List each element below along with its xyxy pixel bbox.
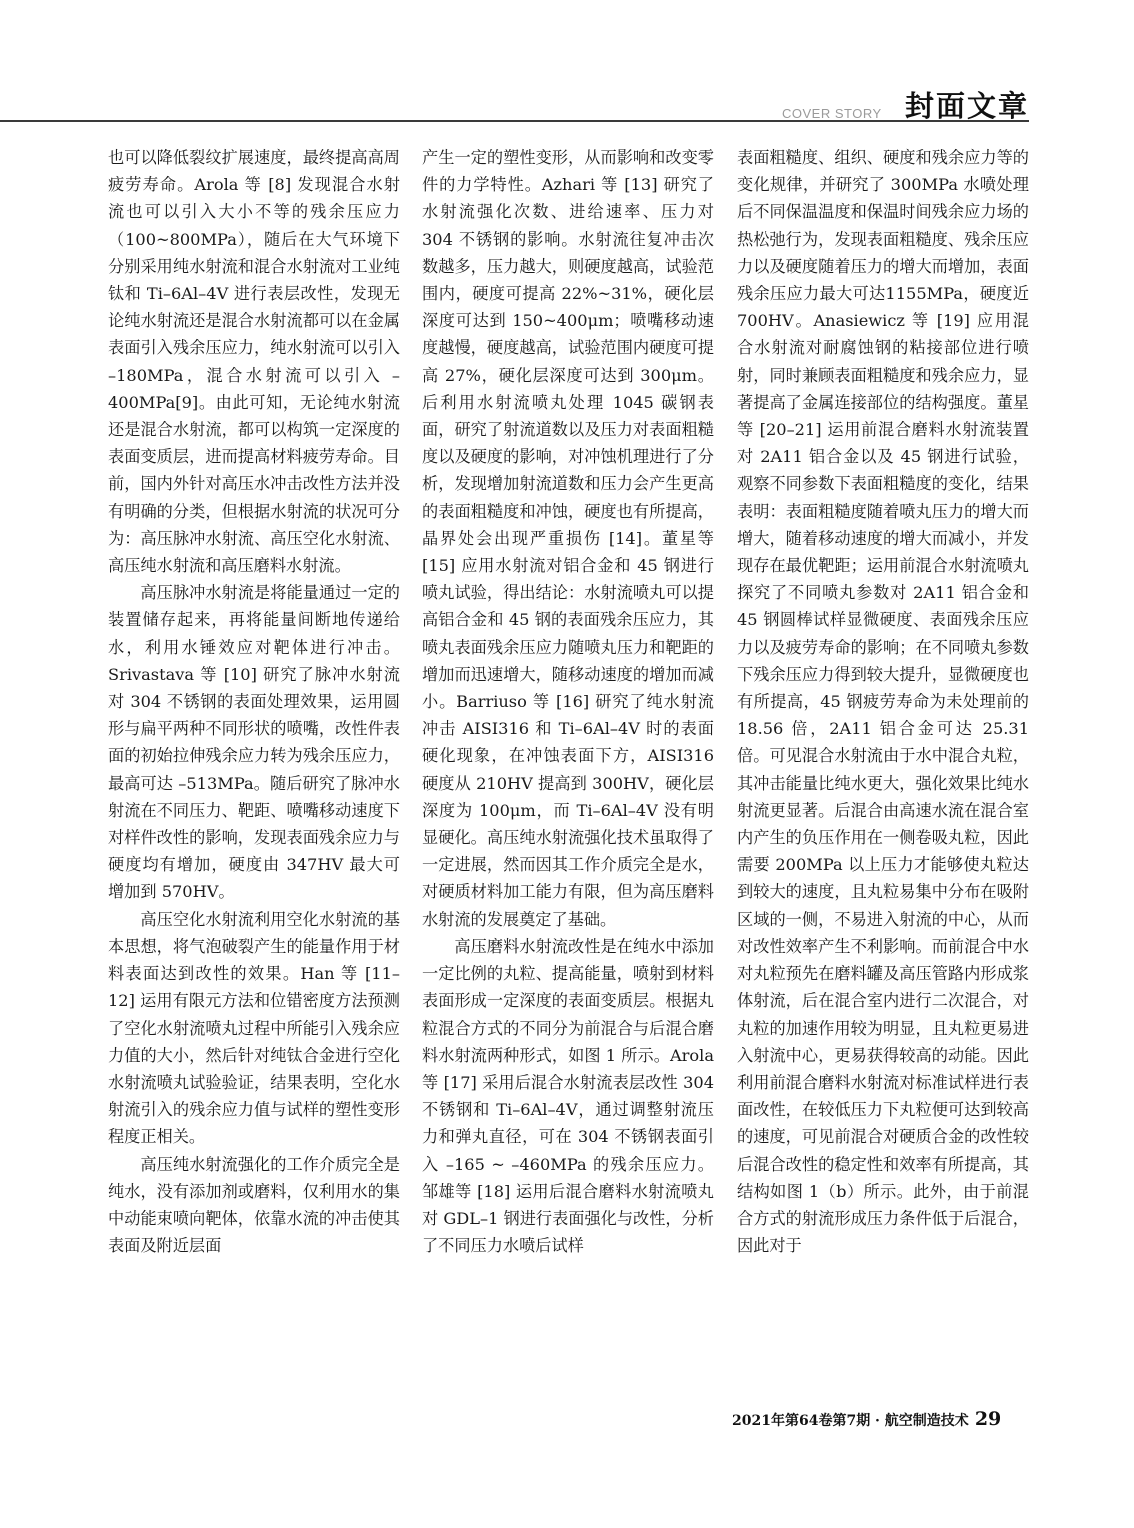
paragraph: 产生一定的塑性变形，从而影响和改变零件的力学特性。Azhari 等 [13] 研究了水射流强化次数、进给速率、压力对 304 不锈钢的影响。水射流往复冲击次数越多，压力越大，则硬度越高，试验范围内，硬度可提高 22%~31%，硬化层深度可达到 150~400μm；喷嘴移动速度越慢，硬度越高，试验范围内硬度可提高 27%，硬化层深度可达到 300μm。后利用水射流喷丸处理 1045 碳钢表面，研究了射流道数以及压力对表面粗糙度以及硬度的影响，对冲蚀机理进行了分析，发现增加射流道数和压力会产生更高的表面粗糙度和冲蚀，硬度也有所提高，晶界处会出现严重损伤 [14]。董星等 [15] 应用水射流对铝合金和 45 钢进行喷丸试验，得出结论：水射流喷丸可以提高铝合金和 45 钢的表面残余压应力，其喷丸表面残余压应力随喷丸压力和靶距的增加而迅速增大，随移动速度的增加而减小。Barriuso 等 [16] 研究了纯水射流冲击 AISI316 和 Ti–6Al–4V 时的表面硬化现象，在冲蚀表面下方，AISI316 硬度从 210HV 提高到 300HV，硬化层深度为 100μm，而 Ti–6Al–4V 没有明显硬化。高压纯水射流强化技术虽取得了一定进展，然而因其工作介质完全是水，对硬质材料加工能力有限，但为高压磨料水射流的发展奠定了基础。 — [422, 148, 714, 929]
text-column-1 — [108, 144, 400, 1394]
paragraph: 也可以降低裂纹扩展速度，最终提高高周疲劳寿命。Arola 等 [8] 发现混合水射流也可以引入大小不等的残余压应力（100~800MPa），随后在大气环境下分别采用纯水射流和混合水射流对工业纯钛和 Ti–6Al–4V 进行表层改性，发现无论纯水射流还是混合水射流都可以在金属表面引入残余压应力，纯水射流可以引入 –180MPa，混合水射流可以引入 –400MPa[9]。由此可知，无论纯水射流还是混合水射流，都可以构筑一定深度的表面变质层，进而提高材料疲劳寿命。目前，国内外针对高压水冲击改性方法并没有明确的分类，但根据水射流的状况可分为：高压脉冲水射流、高压空化水射流、高压纯水射流和高压磨料水射流。 — [108, 148, 400, 576]
paragraph: 高压纯水射流强化的工作介质完全是纯水，没有添加剂或磨料，仅利用水的集中动能束喷向靶体，依靠水流的冲击使其表面及附近层面 — [108, 1154, 400, 1256]
page-footer — [732, 1408, 1001, 1430]
paragraph: 表面粗糙度、组织、硬度和残余应力等的变化规律，并研究了 300MPa 水喷处理后不同保温温度和保温时间残余应力场的热松弛行为，发现表面粗糙度、残余压应力以及硬度随着压力的增大而增加，表面残余压应力最大可达1155MPa，硬度近 700HV。Anasiewicz 等 [19] 应用混合水射流对耐腐蚀钢的粘接部位进行喷射，同时兼顾表面粗糙度和残余应力，显著提高了金属连接部位的结构强度。董星等 [20–21] 运用前混合磨料水射流装置对 2A11 铝合金以及 45 钢进行试验，观察不同参数下表面粗糙度的变化，结果表明：表面粗糙度随着喷丸压力的增大而增大，随着移动速度的增大而减小，并发现存在最优靶距；运用前混合水射流喷丸探究了不同喷丸参数对 2A11 铝合金和 45 钢圆棒试样显微硬度、表面残余压应力以及疲劳寿命的影响；在不同喷丸参数下残余压应力得到较大提升，显微硬度也有所提高，45 钢疲劳寿命为未处理前的 18.56 倍，2A11 铝合金可达 25.31 倍。可见混合水射流由于水中混合丸粒，其冲击能量比纯水更大，强化效果比纯水射流更显著。后混合由高速水流在混合室内产生的负压作用在一侧卷吸丸粒，因此需要 200MPa 以上压力才能够使丸粒达到较大的速度，且丸粒易集中分布在吸附区域的一侧，不易进入射流的中心，从而对改性效率产生不利影响。而前混合中水对丸粒预先在磨料罐及高压管路内形成浆体射流，后在混合室内进行二次混合，对丸粒的加速作用较为明显，且丸粒更易进入射流中心，更易获得较高的动能。因此利用前混合磨料水射流对标准试样进行表面改性，在较低压力下丸粒便可达到较高的速度，可见前混合对硬质合金的改性较后混合改性的稳定性和效率有所提高，其结构如图 1（b）所示。此外，由于前混合方式的射流形成压力条件低于后混合，因此对于 — [737, 148, 1029, 1256]
paragraph: 高压空化水射流利用空化水射流的基本思想，将气泡破裂产生的能量作用于材料表面达到改性的效果。Han 等 [11–12] 运用有限元方法和位错密度方法预测了空化水射流喷丸过程中所能引入残余应力值的大小，然后针对纯钛合金进行空化水射流喷丸试验验证，结果表明，空化水射流引入的残余应力值与试样的塑性变形程度正相关。 — [108, 909, 400, 1147]
text-column-3 — [737, 144, 1029, 1394]
section-label-en: COVER STORY — [782, 106, 882, 121]
paragraph: 高压磨料水射流改性是在纯水中添加一定比例的丸粒、提高能量，喷射到材料表面形成一定深度的表面变质层。根据丸粒混合方式的不同分为前混合与后混合磨料水射流两种形式，如图 1 所示。Arola 等 [17] 采用后混合水射流表层改性 304 不锈钢和 Ti–6Al–4V，通过调整射流压力和弹丸直径，可在 304 不锈钢表面引入 –165 ~ –460MPa 的残余压应力。邹雄等 [18] 运用后混合磨料水射流喷丸对 GDL–1 钢进行表面强化与改性，分析了不同压力水喷后试样 — [422, 936, 714, 1256]
journal-info: 2021年第64卷第7期 · 航空制造技术 — [732, 1413, 969, 1429]
paragraph: 高压脉冲水射流是将能量通过一定的装置储存起来，再将能量间断地传递给水，利用水锤效应对靶体进行冲击。Srivastava 等 [10] 研究了脉冲水射流对 304 不锈钢的表面处理效果，运用圆形与扁平两种不同形状的喷嘴，改性件表面的初始拉伸残余应力转为残余压应力，最高可达 –513MPa。随后研究了脉冲水射流在不同压力、靶距、喷嘴移动速度下对样件改性的影响，发现表面残余应力与硬度均有增加，硬度由 347HV 最大可增加到 570HV。 — [108, 583, 400, 902]
text-column-2 — [422, 144, 714, 1394]
page-number: 29 — [974, 1408, 1002, 1430]
section-title-cn: 封面文章 — [905, 89, 1030, 123]
